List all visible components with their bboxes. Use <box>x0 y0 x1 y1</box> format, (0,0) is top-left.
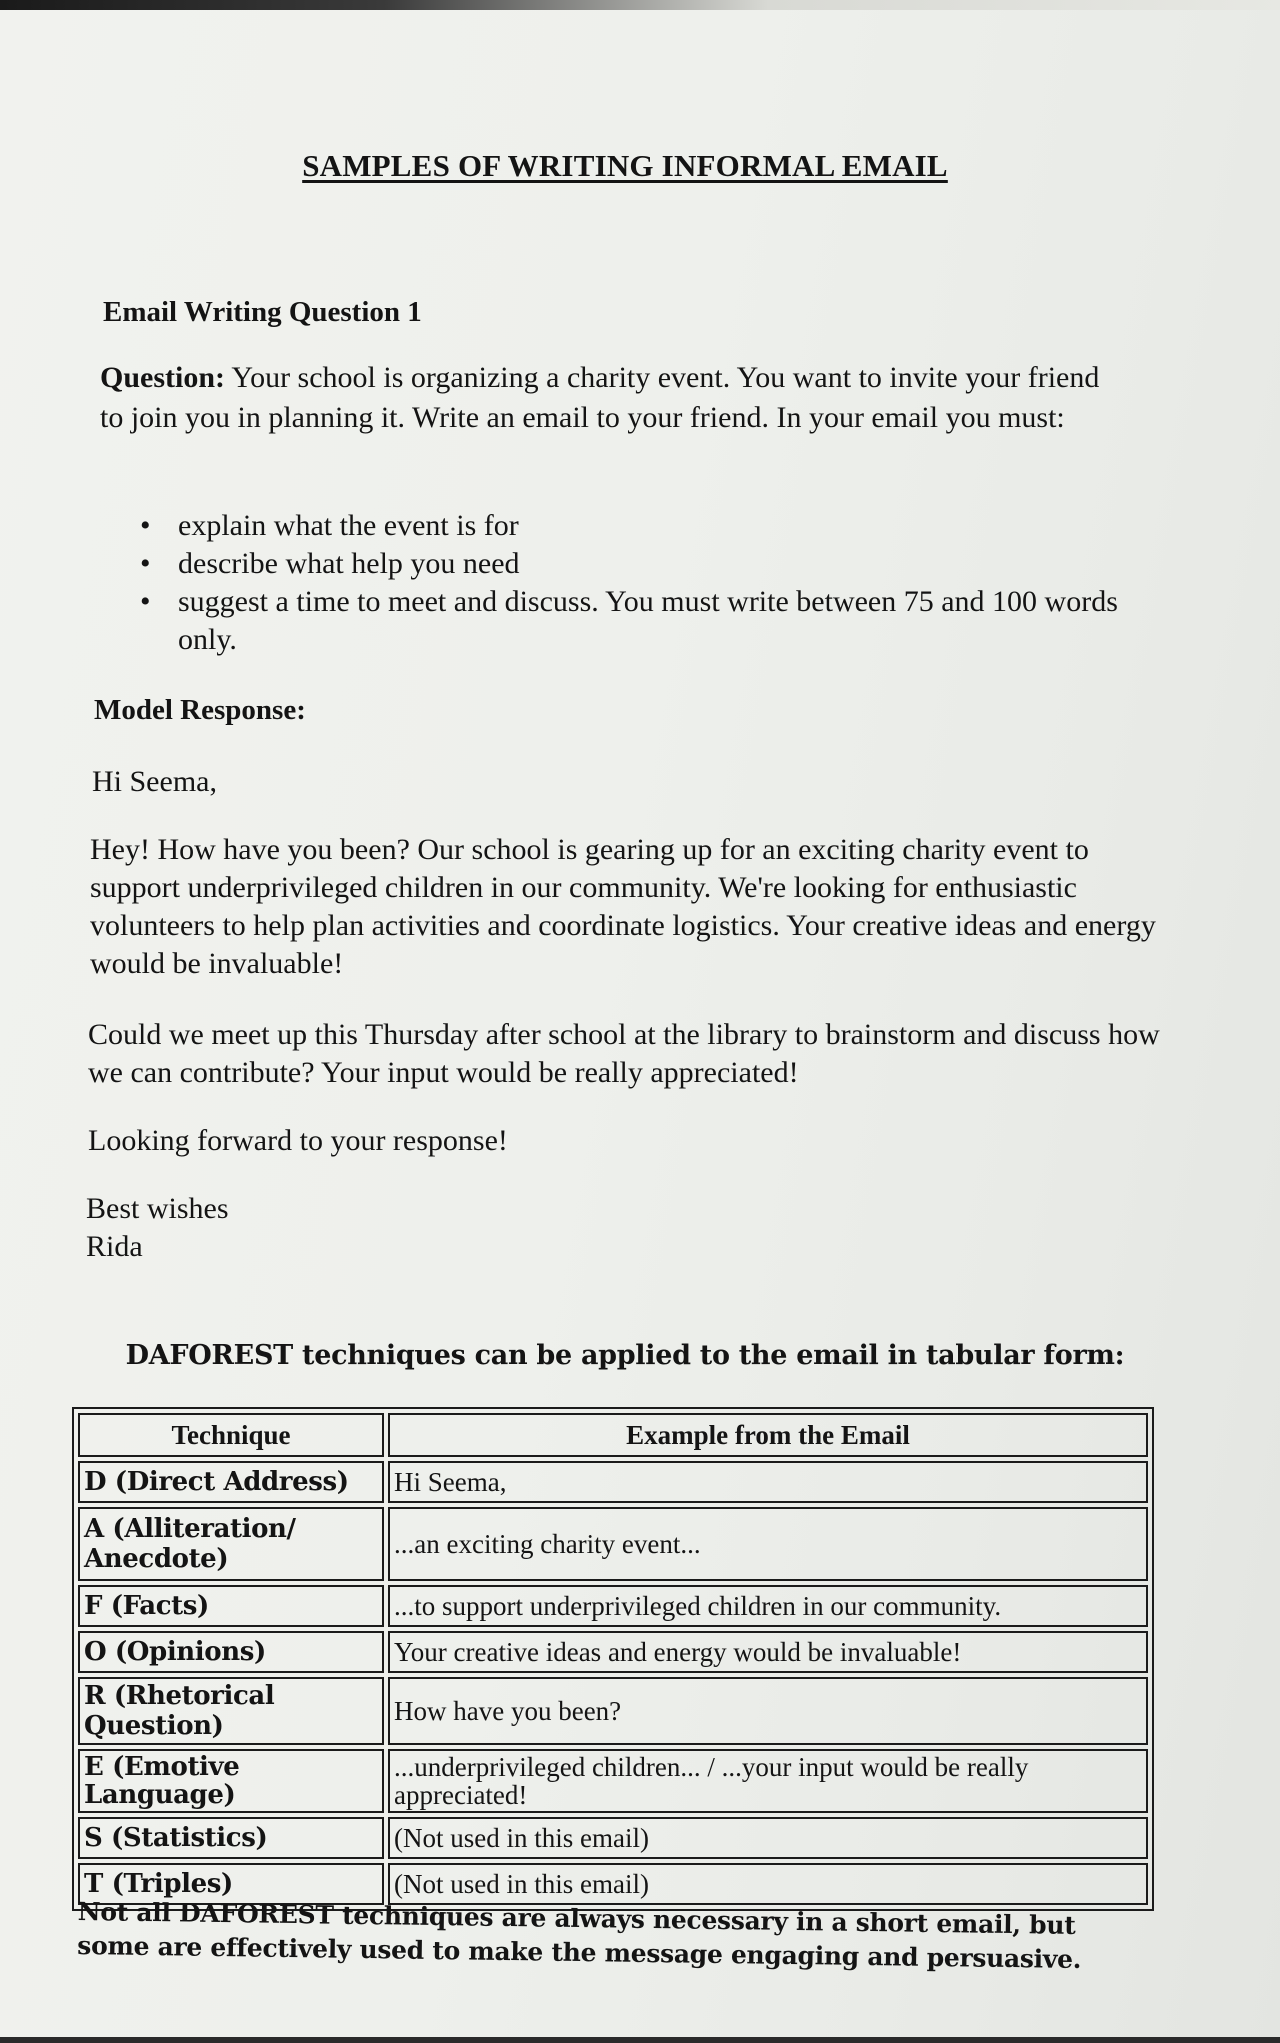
table-row <box>78 1749 1148 1813</box>
daforest-table <box>72 1407 1154 1911</box>
technique-cell: R (Rhetorical Question) <box>78 1677 384 1745</box>
example-cell: ...an exciting charity event... <box>388 1507 1148 1581</box>
bottom-edge-shadow <box>0 2037 1280 2043</box>
table-row <box>78 1461 1148 1503</box>
footer-note: Not all DAFOREST techniques are always necessary in a short email, but some are effectively used to make the message engaging and persuasive. <box>77 1896 1082 1975</box>
list-item: • describe what help you need <box>140 545 1130 583</box>
technique-cell: A (Alliteration/ Anecdote) <box>78 1507 384 1581</box>
question-label: Question: <box>100 361 226 394</box>
page-title: SAMPLES OF WRITING INFORMAL EMAIL <box>302 148 948 183</box>
example-cell: Your creative ideas and energy would be invaluable! <box>388 1631 1148 1673</box>
question-text: Your school is organizing a charity event. You want to invite your friend to join you in planning it. Write an email to your friend. In your email you must: <box>100 361 1100 434</box>
question-paragraph <box>100 358 1120 438</box>
table-row <box>78 1585 1148 1627</box>
example-cell: How have you been? <box>388 1677 1148 1745</box>
technique-cell: F (Facts) <box>78 1585 384 1627</box>
table-header-row <box>78 1413 1148 1457</box>
technique-cell: E (Emotive Language) <box>78 1749 384 1813</box>
table-row <box>78 1677 1148 1745</box>
technique-cell: O (Opinions) <box>78 1631 384 1673</box>
technique-cell: D (Direct Address) <box>78 1461 384 1503</box>
header-example: Example from the Email <box>388 1413 1148 1457</box>
table-row <box>78 1817 1148 1859</box>
technique-cell: T (Triples) <box>78 1863 384 1905</box>
email-greeting: Hi Seema, <box>92 765 217 798</box>
example-cell: (Not used in this email) <box>388 1863 1148 1905</box>
question-heading: Email Writing Question 1 <box>103 296 422 328</box>
technique-cell: S (Statistics) <box>78 1817 384 1859</box>
list-item: • suggest a time to meet and discuss. You must write between 75 and 100 words only. <box>140 583 1130 659</box>
example-cell: Hi Seema, <box>388 1461 1148 1503</box>
example-cell: ...to support underprivileged children in our community. <box>388 1585 1148 1627</box>
header-technique: Technique <box>78 1413 384 1457</box>
top-edge-shadow <box>0 0 1280 10</box>
example-cell: (Not used in this email) <box>388 1817 1148 1859</box>
email-signoff: Best wishes <box>86 1192 229 1225</box>
email-paragraph-1: Hey! How have you been? Our school is gearing up for an exciting charity event to support underprivileged children in our community. We're looking for enthusiastic volunteers to help plan activities and coordinate logistics. Your creative ideas and energy would be invaluable! <box>90 833 1156 980</box>
email-paragraph-3: Looking forward to your response! <box>88 1124 508 1157</box>
list-item: • explain what the event is for <box>140 507 1130 545</box>
requirements-list <box>140 507 1130 659</box>
email-signoff-block <box>86 1190 1166 1266</box>
model-response-heading: Model Response: <box>94 694 306 726</box>
example-cell: ...underprivileged children... / ...your input would be really appreciated! <box>388 1749 1148 1813</box>
table-row <box>78 1631 1148 1673</box>
email-signature: Rida <box>86 1230 143 1263</box>
table-row <box>78 1507 1148 1581</box>
email-paragraph-2: Could we meet up this Thursday after school at the library to brainstorm and discuss how we can contribute? Your input would be really appreciated! <box>88 1018 1160 1089</box>
daforest-intro: DAFOREST techniques can be applied to the email in tabular form: <box>125 1340 1125 1371</box>
